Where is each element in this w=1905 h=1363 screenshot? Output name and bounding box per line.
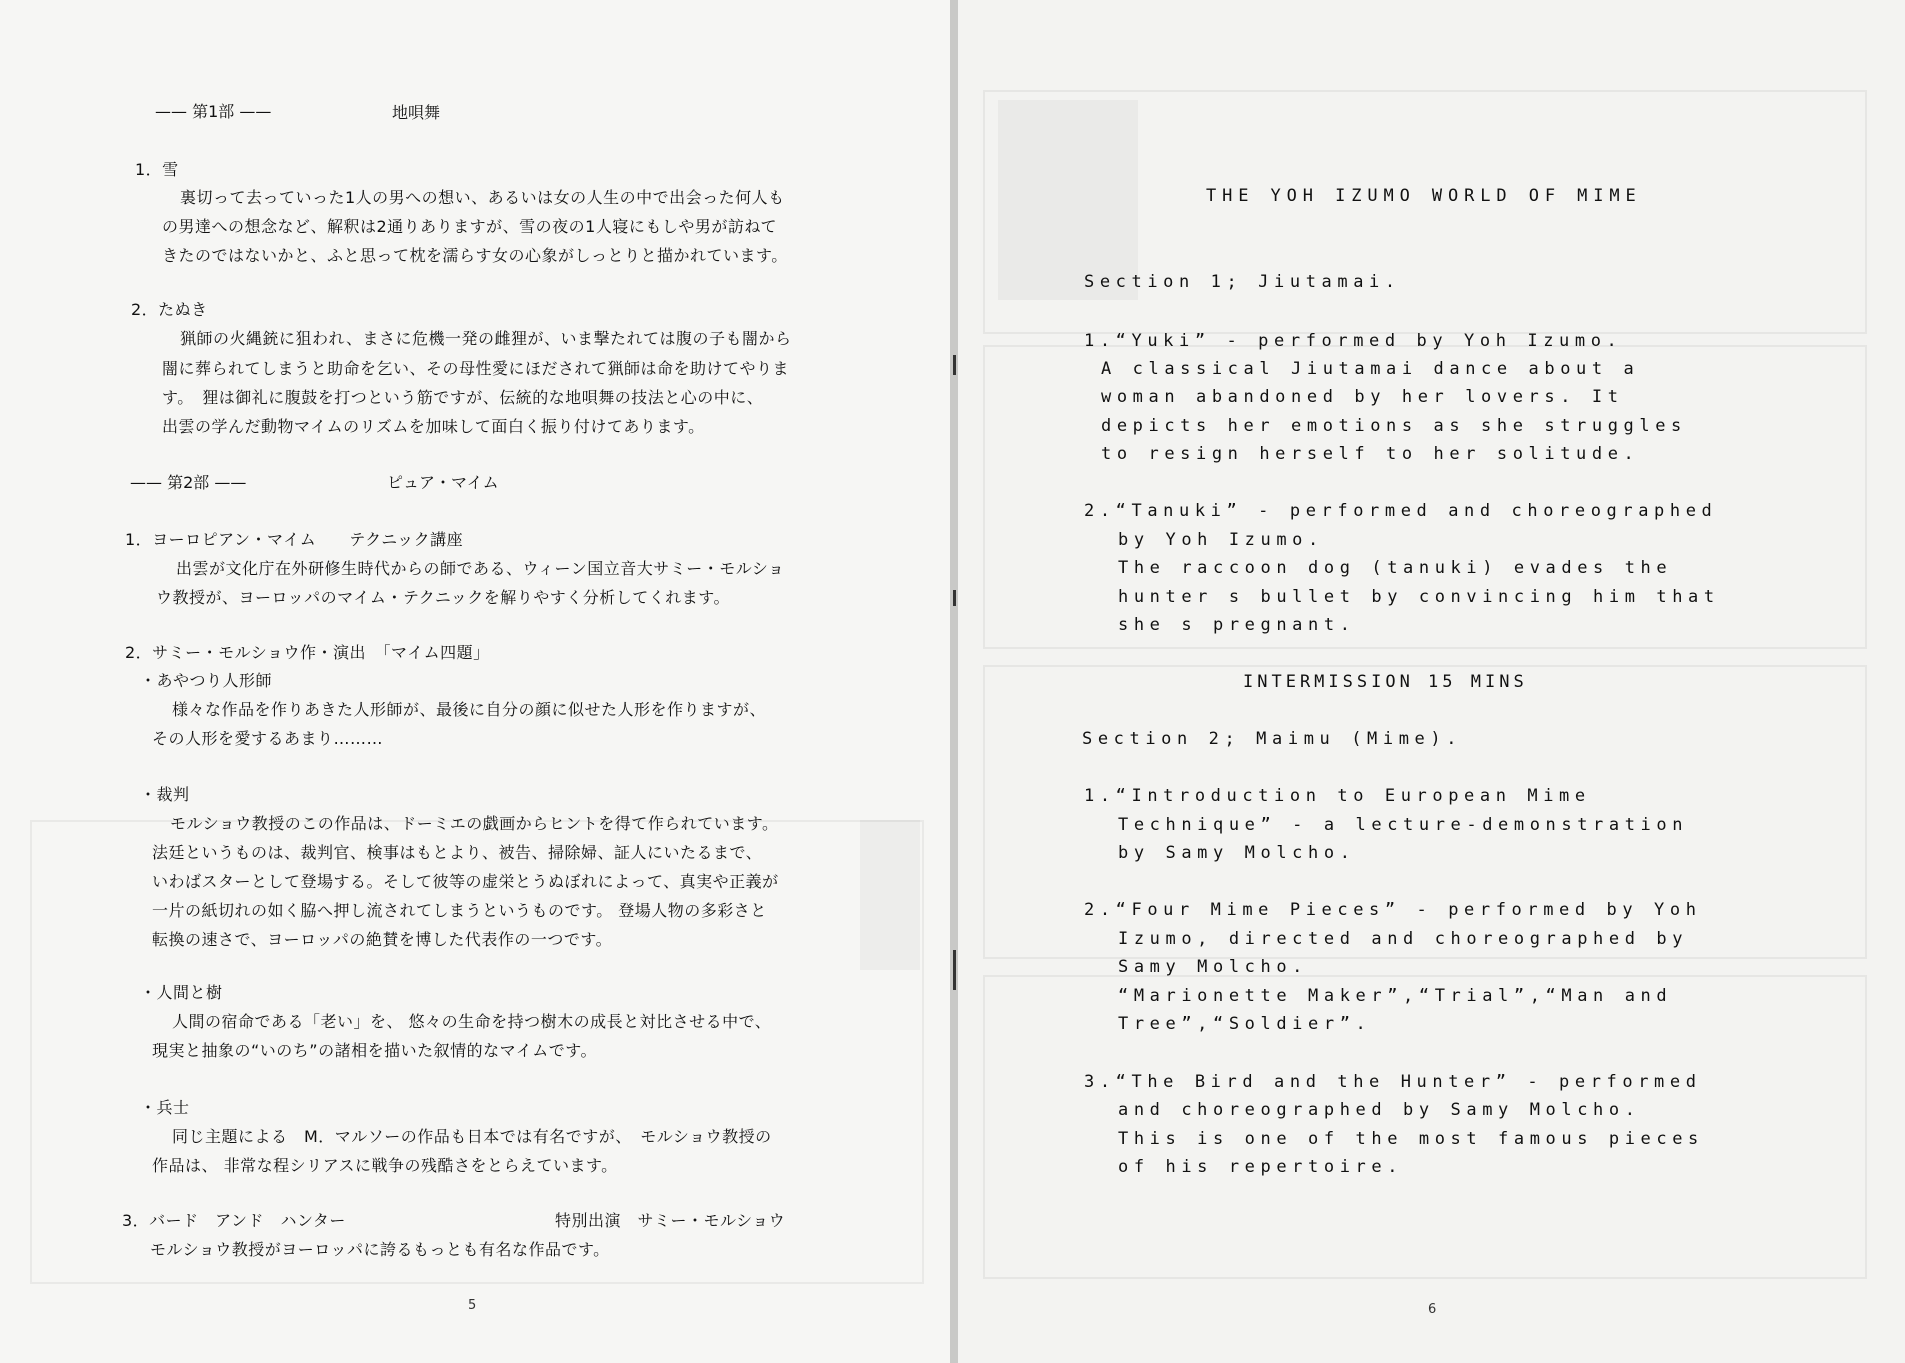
item2-line-2: 闇に葬られてしまうと助命を乞い、その母性愛にほだされて猟師は命を助けてやりま xyxy=(162,359,790,378)
sub-c-line-2: 現実と抽象の“いのち”の諸相を描いた叙情的なマイムです。 xyxy=(152,1041,597,1060)
s1-item1-line-4: depicts her emotions as she struggles xyxy=(1101,416,1687,436)
s1-item2-line-3: The raccoon dog (tanuki) evades the xyxy=(1118,558,1673,578)
sub-d-line-2: 作品は、 非常な程シリアスに戦争の残酷さをとらえています。 xyxy=(152,1156,618,1175)
p2-item1-title: 1．ヨーロピアン・マイム テクニック講座 xyxy=(125,530,464,549)
part2-heading: —— 第2部 —— xyxy=(130,473,247,492)
s2-item3-line-2: and choreographed by Samy Molcho. xyxy=(1118,1100,1641,1120)
p2-item3-title: 3．バード アンド ハンター xyxy=(122,1211,346,1230)
s1-item2-line-4: hunter s bullet by convincing him that xyxy=(1118,587,1720,607)
s2-item1-line-2: Technique” - a lecture-demonstration xyxy=(1118,815,1689,835)
s2-item3-line-4: of his repertoire. xyxy=(1118,1157,1404,1177)
s2-item1-line-3: by Samy Molcho. xyxy=(1118,843,1356,863)
gutter-mark-middle xyxy=(953,590,956,606)
sub-b-line-1: モルショウ教授のこの作品は、ドーミエの戯画からヒントを得て作られています。 xyxy=(170,814,779,833)
item2-line-3: す。 狸は御礼に腹鼓を打つという筋ですが、伝統的な地唄舞の技法と心の中に、 xyxy=(162,388,764,407)
p2-item2-title: 2．サミー・モルショウ作・演出 「マイム四題」 xyxy=(125,643,490,662)
gutter-mark-top xyxy=(953,355,956,375)
item2-line-1: 猟師の火縄銃に狙われ、まさに危機一発の雌狸が、いま撃たれては腹の子も闇から xyxy=(180,329,792,348)
item1-line-3: きたのではないかと、ふと思って枕を濡らす女の心象がしっとりと描かれています。 xyxy=(162,246,788,265)
p2-item3-line-1: モルショウ教授がヨーロッパに誇るもっとも有名な作品です。 xyxy=(150,1240,610,1259)
sub-c-line-1: 人間の宿命である「老い」を、 悠々の生命を持つ樹木の成長と対比させる中で、 xyxy=(172,1012,772,1031)
left-page xyxy=(0,0,950,1363)
sub-d-title: ・兵士 xyxy=(140,1098,190,1117)
s2-item3-line-1: 3.“The Bird and the Hunter” - performed xyxy=(1084,1072,1702,1092)
item1-line-1: 裏切って去っていった1人の男への想い、あるいは女の人生の中で出会った何人も xyxy=(180,188,785,207)
bleed-through-block xyxy=(860,820,920,970)
page-number-right: 6 xyxy=(1428,1302,1437,1317)
s2-item2-line-5: Tree”,“Soldier”. xyxy=(1118,1014,1372,1034)
s2-item2-line-1: 2.“Four Mime Pieces” - performed by Yoh xyxy=(1084,900,1702,920)
book-gutter xyxy=(950,0,958,1363)
sub-b-line-2: 法廷というものは、裁判官、検事はもとより、被告、掃除婦、証人にいたるまで、 xyxy=(152,843,763,862)
s1-item1-line-5: to resign herself to her solitude. xyxy=(1101,444,1640,464)
sub-b-line-3: いわばスターとして登場する。そして彼等の虚栄とうぬぼれによって、真実や正義が xyxy=(152,872,779,891)
p2-item1-line-2: ウ教授が、ヨーロッパのマイム・テクニックを解りやすく分析してくれます。 xyxy=(156,588,730,607)
s2-item2-line-3: Samy Molcho. xyxy=(1118,957,1309,977)
sub-b-title: ・裁判 xyxy=(140,785,190,804)
s1-item1-line-1: 1.“Yuki” - performed by Yoh Izumo. xyxy=(1084,331,1623,351)
sub-d-line-1: 同じ主題による M．マルソーの作品も日本では有名ですが、 モルショウ教授の xyxy=(172,1127,772,1146)
s2-item2-line-2: Izumo, directed and choreographed by xyxy=(1118,929,1689,949)
bleed-through-frame-4 xyxy=(983,975,1867,1279)
s1-item2-line-2: by Yoh Izumo. xyxy=(1118,530,1324,550)
s1-item1-line-3: woman abandoned by her lovers. It xyxy=(1101,387,1624,407)
part1-heading: —— 第1部 —— xyxy=(155,102,272,121)
item1-title: 1．雪 xyxy=(135,160,179,179)
section2-heading: Section 2; Maimu (Mime). xyxy=(1082,729,1463,749)
sub-a-line-1: 様々な作品を作りあきた人形師が、最後に自分の顔に似せた人形を作りますが、 xyxy=(172,700,767,719)
sub-a-title: ・あやつり人形師 xyxy=(140,671,273,690)
s2-item1-line-1: 1.“Introduction to European Mime xyxy=(1084,786,1591,806)
sub-b-line-5: 転換の速さで、ヨーロッパの絶賛を博した代表作の一つです。 xyxy=(152,930,613,949)
s2-item2-line-4: “Marionette Maker”,“Trial”,“Man and xyxy=(1118,986,1673,1006)
item2-line-4: 出雲の学んだ動物マイムのリズムを加味して面白く振り付けてあります。 xyxy=(162,417,705,436)
s1-item1-line-2: A classical Jiutamai dance about a xyxy=(1101,359,1640,379)
section1-heading: Section 1; Jiutamai. xyxy=(1084,272,1401,292)
sub-b-line-4: 一片の紙切れの如く脇へ押し流されてしまうというものです。 登場人物の多彩さと xyxy=(152,901,767,920)
s1-item2-line-1: 2.“Tanuki” - performed and choreographed xyxy=(1084,501,1718,521)
p2-item1-line-1: 出雲が文化庁在外研修生時代からの師である、ウィーン国立音大サミー・モルショ xyxy=(176,559,785,578)
p2-item3-credit: 特別出演 サミー・モルショウ xyxy=(555,1211,786,1230)
s2-item3-line-3: This is one of the most famous pieces xyxy=(1118,1129,1704,1149)
program-title: THE YOH IZUMO WORLD OF MIME xyxy=(1206,186,1642,206)
gutter-mark-bottom xyxy=(953,950,956,990)
right-page xyxy=(958,0,1905,1363)
item1-line-2: の男達への想念など、解釈は2通りありますが、雪の夜の1人寝にもしや男が訪ねて xyxy=(162,217,777,236)
item2-title: 2．たぬき xyxy=(131,300,208,319)
intermission: INTERMISSION 15 MINS xyxy=(1243,672,1528,692)
sub-c-title: ・人間と樹 xyxy=(140,983,223,1002)
sub-a-line-2: その人形を愛するあまり……… xyxy=(152,729,384,748)
part2-title: ピュア・マイム xyxy=(387,473,499,492)
s1-item2-line-5: she s pregnant. xyxy=(1118,615,1356,635)
page-number-left: 5 xyxy=(468,1298,477,1313)
bleed-through-block xyxy=(998,100,1138,300)
part1-title: 地唄舞 xyxy=(392,103,441,122)
